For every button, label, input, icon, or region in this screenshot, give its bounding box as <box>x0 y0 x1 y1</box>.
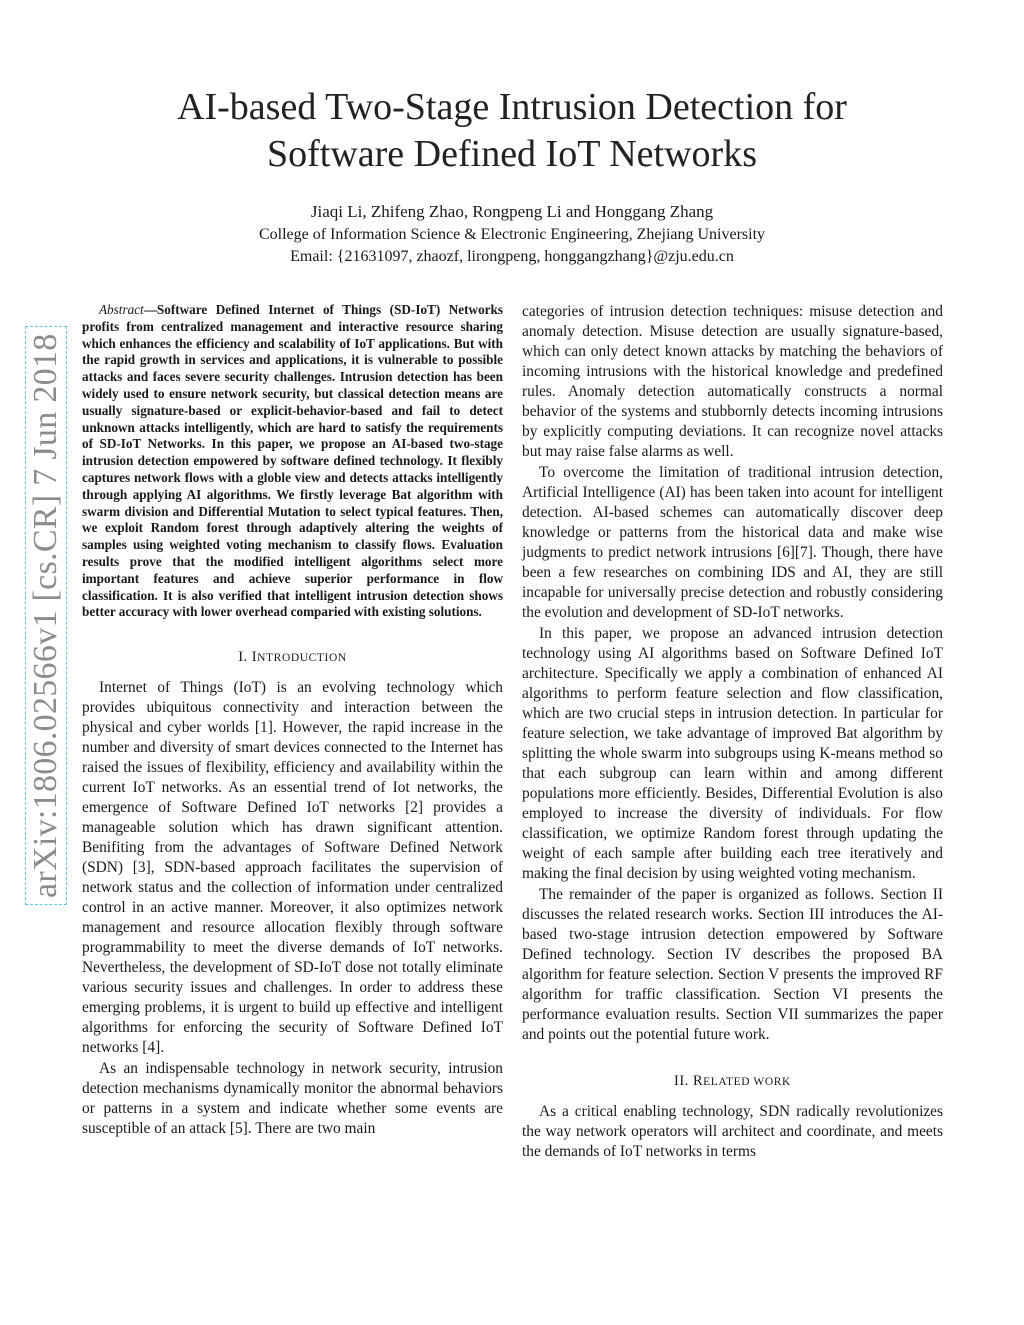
title-line-1: AI-based Two-Stage Intrusion Detection for <box>177 86 847 128</box>
author-affiliation: College of Information Science & Electronic Engineering, Zhejiang University <box>258 226 766 243</box>
author-email: Email: {21631097, zhaozf, lirongpeng, honggangzhang}@zju.edu.cn <box>290 248 734 265</box>
section-first-letter: I <box>251 649 258 666</box>
author-block <box>100 200 924 268</box>
section-title-rest: ELATED WORK <box>703 1076 791 1088</box>
section-first-letter: R <box>692 1073 704 1089</box>
paper-title <box>100 84 924 178</box>
arxiv-identifier-text: arXiv:1806.02566v1 [cs.CR] 7 Jun 2018 <box>25 326 67 905</box>
related-work-paragraph: As a critical enabling technology, SDN radically revolutionizes the way network operators will architect and coordinate, and meets the demands of IoT networks in terms <box>522 1103 943 1160</box>
intro-paragraph: Internet of Things (IoT) is an evolving technology which provides ubiquitous connectivity and interaction between the physical and cyber worlds [1]. However, the rapid increase in the number and diversity of smart devices connected to the Internet has raised the issues of flexibility, efficiency and availability within the current IoT networks. As an essential trend of Iot networks, the emergence of Software Defined IoT networks [2] provides a manageable solution which has drawn significant attention. Benifiting from the advantages of Software Defined Network (SDN) [3], SDN-based approach facilitates the supervision of network status and the collection of information under centralized control in an active manner. Moreover, it also optimizes network management and resource allocation flexibly through software programmability to meet the diverse demands of IoT networks. Nevertheless, the development of SD-IoT dose not totally eliminate various security issues and challenges. In order to address these emerging problems, it is urgent to build up effective and intelligent algorithms for enforcing the security of Software Defined IoT networks [4]. <box>82 679 503 1057</box>
body-paragraph: In this paper, we propose an advanced intrusion detection technology using AI algorithms based on Software Defined IoT architecture. Specifically we apply a combination of enhanced AI algorithms to perform feature selection and flow classification, which are two crucial steps in intrusion detection. In particular for feature selection, we take advantage of improved Bat algorithm by splitting the whole swarm into subgroups using K-means method so that each subgroup can learn within and among different populations more efficiently. Besides, Differential Evolution is also employed to increase the diversity of individuals. For flow classification, we optimize Random forest through updating the weight of each sample after building each tree iteratively and making the final decision by using weighted voting mechanism. <box>522 625 943 882</box>
title-line-2: Software Defined IoT Networks <box>267 133 757 175</box>
author-names: Jiaqi Li, Zhifeng Zhao, Rongpeng Li and Honggang Zhang <box>310 202 714 221</box>
abstract-text: —Software Defined Internet of Things (SD-IoT) Networks profits from centralized management and interactive resource sharing which enhances the efficiency and scalability of IoT applications. But with the rapid growth in services and applications, it is vulnerable to possible attacks and faces severe security challenges. Intrusion detection has been widely used to ensure network security, but classical detection means are usually signature-based or explicit-behavior-based and fail to detect unknown attacks intelligently, which are hard to satisfy the requirements of SD-IoT Networks. In this paper, we propose an AI-based two-stage intrusion detection empowered by software defined technology. It flexibly captures network flows with a globle view and detects attacks intelligently through applying AI algorithms. We firstly leverage Bat algorithm with swarm division and Differential Mutation to select typical features. Then, we exploit Random forest through adaptively altering the weights of samples using weighted voting mechanism to classify flows. Evaluation results prove that the modified intelligent algorithms select more important features and achieve superior performance in flow classification. It is also verified that intelligent intrusion detection shows better accuracy with lower overhead comparied with existing solutions. <box>82 302 503 620</box>
section-number: I. <box>238 649 248 666</box>
abstract-label: Abstract <box>99 302 144 317</box>
section-title-rest: NTRODUCTION <box>257 652 347 665</box>
body-paragraph: The remainder of the paper is organized as follows. Section II discusses the related research works. Section III introduces the AI-based two-stage intrusion detection empowered by Software Defined technology. Section IV describes the proposed BA algorithm for feature selection. Section V presents the improved RF algorithm for traffic classification. Section VI presents the performance evaluation results. Section VII summarizes the paper and points out the potential future work. <box>522 886 943 1043</box>
left-column <box>82 302 503 1139</box>
right-column <box>522 302 943 1162</box>
section-number: II. <box>674 1073 689 1089</box>
intro-paragraph: As an indispensable technology in network security, intrusion detection mechanisms dynamically monitor the abnormal behaviors or patterns in a system and indicate whether some events are susceptible of an attack [5]. There are two main <box>82 1060 503 1138</box>
body-paragraph: To overcome the limitation of traditional intrusion detection, Artificial Intelligence (AI) has been taken into acount for intelligent detection. AI-based schemes can automatically discover deep knowledge or patterns from the historical data and make wise judgments to predict network intrusions [6][7]. Though, there have been a few researches on combining IDS and AI, they are still incapable for universally precise detection and robustly considering the evolution and development of SD-IoT networks. <box>522 464 943 621</box>
section-heading-introduction <box>82 647 503 668</box>
body-paragraph: categories of intrusion detection techniques: misuse detection and anomaly detection. Misuse detection are usually signature-based, which can only detect known attacks by matching the behaviors of incoming intrusions with the historical knowledge and predefined rules. Anomaly detection automatically constructs a normal behavior of the systems and stubbornly detects incoming intrusions by explicitly computing deviations. It can recognize novel attacks but may raise false alarms as well. <box>522 303 943 460</box>
section-heading-related-work <box>522 1071 943 1092</box>
abstract <box>82 302 503 621</box>
